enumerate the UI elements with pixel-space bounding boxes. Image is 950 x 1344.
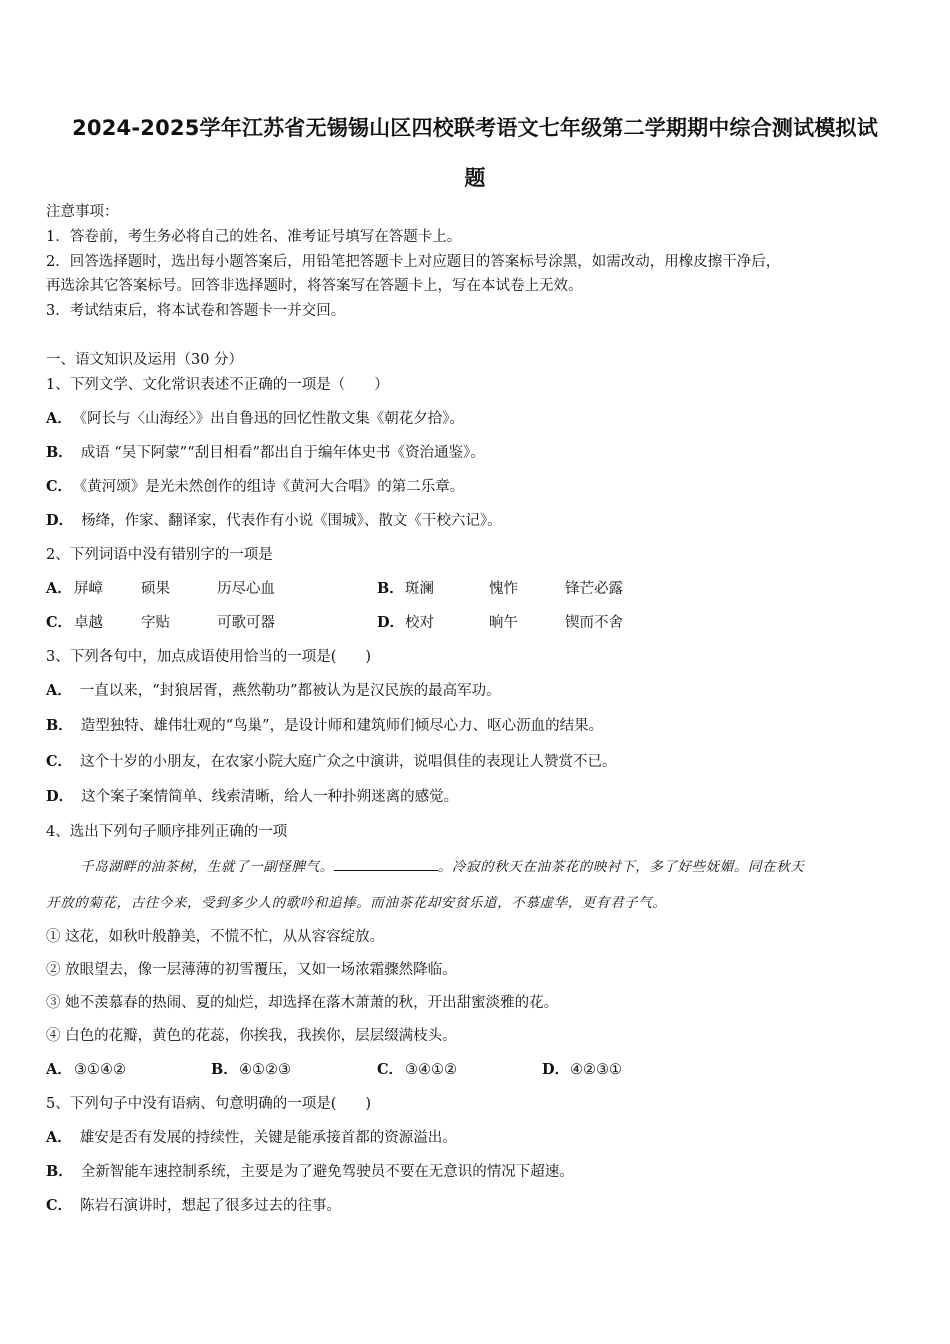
option-word: 硕果 <box>141 581 170 597</box>
option-label: D． <box>46 512 74 529</box>
option-word: 晌午 <box>489 615 518 631</box>
notice-item: 2．回答选择题时，选出每小题答案后，用铅笔把答题卡上对应题目的答案标号涂黑，如需改动，用橡皮擦干净后， <box>46 254 781 270</box>
option-label: C． <box>377 1061 404 1078</box>
question-5-option-b <box>46 1162 574 1182</box>
notice-item: 再选涂其它答案标号。回答非选择题时，将答案写在答题卡上，写在本试卷上无效。 <box>46 278 583 294</box>
option-label: C． <box>46 478 73 495</box>
option-label: D． <box>46 788 74 805</box>
option-label: D． <box>542 1061 570 1078</box>
option-word: 锋芒必露 <box>565 581 623 597</box>
option-label: C． <box>46 1197 73 1214</box>
option-text: 《阿长与〈山海经〉》出自鲁迅的回忆性散文集《朝花夕拾》。 <box>79 411 465 427</box>
option-text: 陈岩石演讲时，想起了很多过去的往事。 <box>80 1198 342 1214</box>
option-word: 字贴 <box>141 615 170 631</box>
fill-blank <box>334 856 438 871</box>
option-label: A． <box>46 1129 72 1146</box>
option-word: 屏嶂 <box>74 581 103 597</box>
question-5-option-c <box>46 1196 341 1216</box>
option-text: 《黄河颂》是光未然创作的组诗《黄河大合唱》的第二乐章。 <box>80 479 465 495</box>
option-word: 可歌可器 <box>217 615 275 631</box>
question-4-sentence: ① 这花，如秋叶般静美，不慌不忙，从从容容绽放。 <box>46 929 385 945</box>
option-text: 一直以来，“封狼居胥，燕然勒功”都被认为是汉民族的最高军功。 <box>79 683 501 699</box>
option-text: 杨绛，作家、翻译家，代表作有小说《围城》、散文《干校六记》。 <box>81 513 502 529</box>
option-word: 历尽心血 <box>217 581 275 597</box>
question-3-option-b <box>46 716 603 736</box>
option-label: B． <box>46 717 73 734</box>
option-text: 雄安是否有发展的持续性，关键是能承接首都的资源溢出。 <box>79 1130 457 1146</box>
option-text: 全新智能车速控制系统，主要是为了避免驾驶员不要在无意识的情况下超速。 <box>80 1164 574 1180</box>
question-2-stem: 2、下列词语中没有错别字的一项是 <box>46 547 273 563</box>
option-label: B． <box>46 1163 73 1180</box>
option-text: 造型独特、雄伟壮观的“鸟巢”，是设计师和建筑师们倾尽心力、呕心沥血的结果。 <box>80 718 604 734</box>
question-4-passage <box>80 856 804 877</box>
option-label: C． <box>46 614 73 631</box>
option-label: A． <box>46 580 72 597</box>
option-label: C． <box>46 753 73 770</box>
notice-item: 1．答卷前，考生务必将自己的姓名、准考证号填写在答题卡上。 <box>46 229 462 245</box>
option-label: B． <box>211 1061 238 1078</box>
question-5-option-a <box>46 1128 457 1148</box>
question-1-option-a <box>46 409 464 429</box>
question-3-option-d <box>46 787 458 807</box>
option-label: B． <box>46 444 73 461</box>
question-4-sentence: ④ 白色的花瓣，黄色的花蕊，你挨我，我挨你，层层缀满枝头。 <box>46 1028 457 1044</box>
option-text: 这个案子案情简单、线索清晰，给人一种扑朔迷离的感觉。 <box>81 789 459 805</box>
question-4-sentence: ② 放眼望去，像一层薄薄的初雪覆压，又如一场浓霜骤然降临。 <box>46 962 457 978</box>
passage-text: 千岛湖畔的油茶树，生就了一副怪脾气。 <box>80 859 334 875</box>
option-label: A． <box>46 1061 72 1078</box>
question-3-stem: 3、下列各句中，加点成语使用恰当的一项是( ) <box>46 649 372 665</box>
question-4-passage-continued: 开放的菊花，古往今来，受到多少人的歌吟和追捧。而油茶花却安贫乐道，不慕虚华，更有君子气。 <box>46 895 667 911</box>
option-word: 斑澜 <box>405 581 434 597</box>
exam-title: 2024-2025学年江苏省无锡锡山区四校联考语文七年级第二学期期中综合测试模拟试 <box>72 116 878 140</box>
option-text: ③①④② <box>74 1062 126 1078</box>
question-4-stem: 4、选出下列句子顺序排列正确的一项 <box>46 824 288 840</box>
question-1-stem: 1、下列文学、文化常识表述不正确的一项是（ ） <box>46 377 389 393</box>
question-3-option-c <box>46 752 617 772</box>
passage-text: 。冷寂的秋天在油茶花的映衬下，多了好些妩媚。同在秋天 <box>437 859 805 875</box>
question-1-option-c <box>46 477 464 497</box>
option-label: B． <box>377 580 404 597</box>
question-1-option-d <box>46 511 502 531</box>
option-label: D． <box>377 614 405 631</box>
section-heading: 一、语文知识及运用（30 分） <box>46 352 244 368</box>
option-word: 锲而不舍 <box>565 615 623 631</box>
option-text: ④②③① <box>570 1062 622 1078</box>
option-label: A． <box>46 682 72 699</box>
option-text: ③④①② <box>405 1062 457 1078</box>
notice-heading: 注意事项： <box>46 204 119 220</box>
option-label: A． <box>46 410 72 427</box>
exam-title-continued: 题 <box>464 166 486 190</box>
option-word: 愧怍 <box>489 581 518 597</box>
option-text: 成语 “吴下阿蒙”“刮目相看”都出自于编年体史书《资治通鉴》。 <box>80 445 485 461</box>
question-4-sentence: ③ 她不羡慕春的热闹、夏的灿烂，却选择在落木萧萧的秋，开出甜蜜淡雅的花。 <box>46 995 559 1011</box>
question-3-option-a <box>46 681 501 701</box>
option-text: ④①②③ <box>239 1062 291 1078</box>
question-5-stem: 5、下列句子中没有语病、句意明确的一项是( ) <box>46 1096 372 1112</box>
notice-item: 3．考试结束后，将本试卷和答题卡一并交回。 <box>46 303 346 319</box>
option-word: 校对 <box>405 615 434 631</box>
option-text: 这个十岁的小朋友，在农家小院大庭广众之中演讲，说唱俱佳的表现让人赞赏不已。 <box>80 754 617 770</box>
option-word: 卓越 <box>74 615 103 631</box>
question-1-option-b <box>46 443 485 463</box>
